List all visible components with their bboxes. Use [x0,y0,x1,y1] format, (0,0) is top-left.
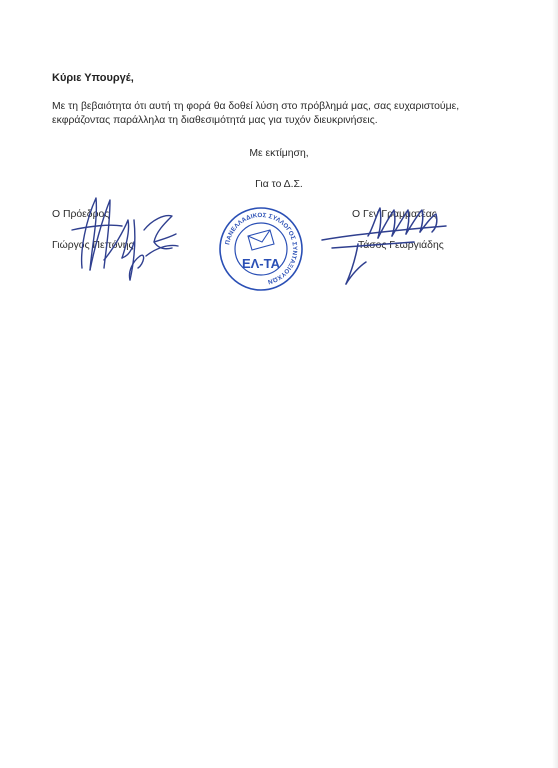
letter-body [52,100,512,128]
secretary-title: Ο Γεν Γραμματέας [352,209,437,220]
body-line: Με τη βεβαιότητα ότι αυτή τη φορά θα δοθεί λύση στο πρόβλημά μας, σας ευχαριστούμε, [52,101,460,112]
president-title: Ο Πρόεδρος [52,209,110,220]
union-stamp [218,206,304,292]
body-line: εκφράζοντας παράλληλα τη διαθεσιμότητά μας για τυχόν διευκρινήσεις. [52,115,378,126]
closing-regards: Με εκτίμηση, [249,148,309,159]
on-behalf-line: Για το Δ.Σ. [255,179,303,190]
secretary-signature [318,196,458,291]
president-signature [60,190,190,285]
stamp-ring-text: ΠΑΝΕΛΛΑΔΙΚΟΣ ΣΥΛΛΟΓΟΣ ΣΥΝΤΑΞΙΟΥΧΩΝ [224,211,299,286]
scan-edge [552,0,558,768]
envelope-icon [248,230,274,250]
president-name: Γιώργος Πεπόνης [52,240,134,251]
secretary-name: Τάσος Γεωργιάδης [358,240,444,251]
salutation: Κύριε Υπουργέ, [52,72,134,84]
stamp-center-text: ΕΛ-ΤΑ [241,256,281,271]
